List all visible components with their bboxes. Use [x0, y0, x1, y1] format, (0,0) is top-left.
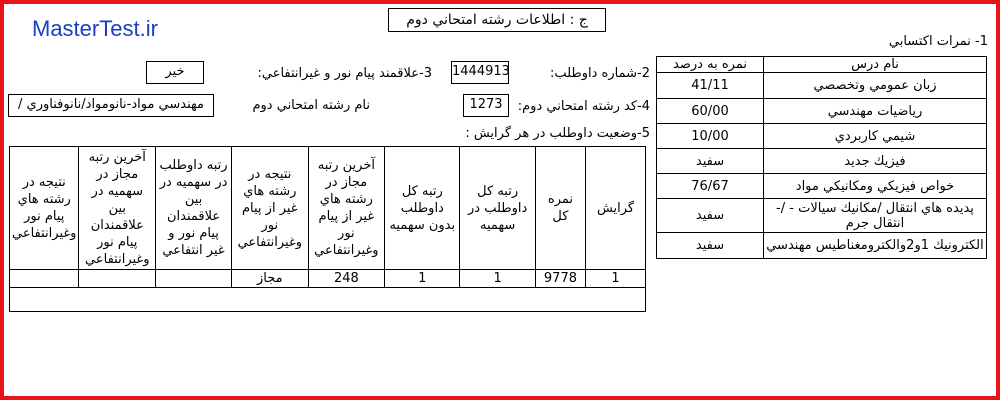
grades-table [656, 56, 987, 259]
field-code-value: 1273 [463, 94, 509, 117]
course-name: زبان عمومي وتخصصي [764, 73, 987, 99]
grades-col-percent: نمره به درصد [657, 57, 764, 73]
course-name: خواص فيزيكي ومكانيكي مواد [764, 174, 987, 199]
field-name-label: نام رشته امتحاني دوم [252, 98, 370, 113]
cell-specialization: 1 [586, 270, 646, 288]
field-name-value: مهندسي مواد-نانومواد/نانوفناوري / [8, 94, 214, 117]
course-grade: 76/67 [657, 174, 764, 199]
site-watermark: MasterTest.ir [32, 16, 158, 41]
grades-header-row [657, 57, 987, 73]
course-grade: سفيد [657, 199, 764, 233]
cell-result: مجاز [232, 270, 309, 288]
table-row [657, 233, 987, 259]
course-grade: سفيد [657, 149, 764, 174]
cell-result-pnu [10, 270, 79, 288]
col-result-pnu: نتيجه در رشته هاي پيام نور وغيرانتفاعي [10, 147, 79, 270]
course-name: فيزيك جديد [764, 149, 987, 174]
grades-col-course: نام درس [764, 57, 987, 73]
col-total-score: نمره كل [535, 147, 585, 270]
course-grade: 41/11 [657, 73, 764, 99]
section-title: ج : اطلاعات رشته امتحاني دوم [388, 8, 606, 32]
course-grade: 10/00 [657, 124, 764, 149]
status-label: 5-وضعيت داوطلب در هر گرايش : [465, 126, 650, 141]
table-row [657, 149, 987, 174]
col-rank-no-quota: رتبه كل داوطلب بدون سهميه [385, 147, 460, 270]
course-name: الكترونيك 1و2والكترومغناطيس مهندسي [764, 233, 987, 259]
field-code-label: 4-كد رشته امتحاني دوم: [517, 99, 650, 114]
cell-rank-pnu [156, 270, 232, 288]
cell-last-rank-pnu [79, 270, 156, 288]
table-row [657, 199, 987, 233]
col-rank-pnu: رتبه داوطلب در سهميه در بين علاقمندان پيام نور و غير انتفاعي [156, 147, 232, 270]
cell-rank-no-quota: 1 [385, 270, 460, 288]
table-row [10, 270, 646, 288]
cell-last-rank: 248 [308, 270, 385, 288]
status-table [9, 146, 646, 312]
col-specialization: گرايش [586, 147, 646, 270]
table-row [657, 73, 987, 99]
applicant-number-value: 1444913 [451, 61, 509, 84]
table-row-empty [10, 288, 646, 312]
course-grade: 60/00 [657, 99, 764, 124]
grades-heading: 1- نمرات اكتسابي [888, 34, 988, 49]
interest-value: خير [146, 61, 204, 84]
col-last-rank-pnu: آخرين رتبه مجاز در سهميه در بين علاقمندان پيام نور وغيرانتفاعي [79, 147, 156, 270]
applicant-number-label: 2-شماره داوطلب: [549, 66, 650, 81]
col-rank-quota: رتبه كل داوطلب در سهميه [460, 147, 535, 270]
table-row [657, 99, 987, 124]
course-name: پديده هاي انتقال /مكانيك سيالات - /- انتقال جرم [764, 199, 987, 233]
course-name: رياضيات مهندسي [764, 99, 987, 124]
cell-total-score: 9778 [535, 270, 585, 288]
course-name: شيمي كاربردي [764, 124, 987, 149]
table-row [657, 174, 987, 199]
table-row [657, 124, 987, 149]
col-last-rank: آخرين رتبه مجاز در رشته هاي غير از پيام نور وغيرانتفاعي [308, 147, 385, 270]
status-header-row [10, 147, 646, 270]
interest-label: 3-علاقمند پيام نور و غيرانتفاعي: [257, 66, 432, 81]
cell-rank-quota: 1 [460, 270, 535, 288]
empty-cell [10, 288, 646, 312]
col-result: نتيجه در رشته هاي غير از پيام نور وغيرانتفاعي [232, 147, 309, 270]
course-grade: سفيد [657, 233, 764, 259]
